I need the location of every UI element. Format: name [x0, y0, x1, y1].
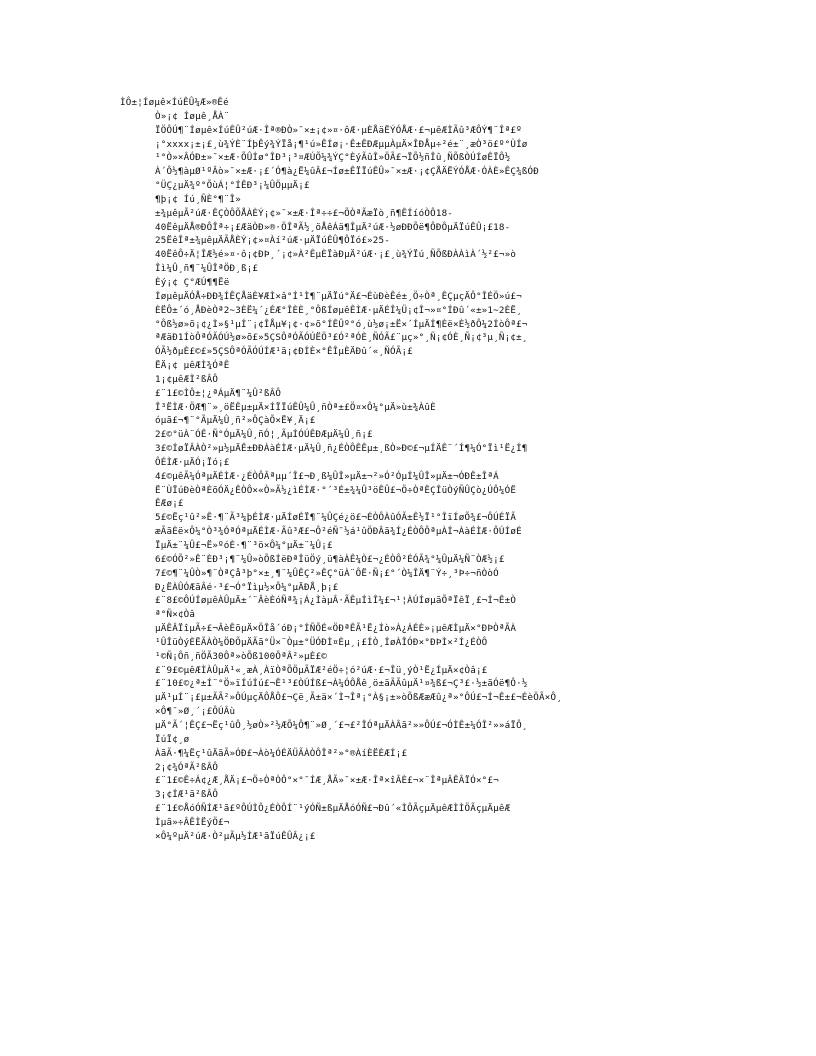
text-line: 4£©µêÃ¼ÓªµÄÉÌÆ·¿ÉÒÔÂªµµ´Î£¬Ð¸ß¼ÛÎ»µÄ±¬²»Ó²ÓµÍ¼ÛÎ»µÄ±¬ÓÐÊ±ÎªÁ: [155, 470, 499, 482]
text-line: £¨10£©¿ª±Í¨°Ö»ïÍúÍú£¬Ê¹³£ÒÚÍß£¬À¼ÓÔÅê¸ö±ãÃÃûµÄ¹¤¾ß£¬Ç³£·½±ãÓë¶Ô·½: [155, 678, 528, 690]
text-line: £¨1£©ÅóÓÑÍÆ¹ã£ºÔÚÌÔ¿ÉÒÔÍ¨¹ýÓÑ±ßµÄÅóÓÑ£¬Ðû´«ÌÔÃçµÄµêÆÌÌÖÃçµÄµêÆ: [155, 803, 511, 815]
text-line: 3£©ÍøÏÂÀÒ²»µ½µÄÊ±ÐÐÀàÉÌÆ·µÄ¼Û¸ñ¿ÉÒÔÊÊµ±¸ßÒ»Ð©£¬µÍÄÊ¨´Í¶¼Ó°Ïì¹Ë¿Í¶: [155, 443, 528, 455]
text-line: £¨1£©ÌÔ±¦¿ªÁµÄ¶¨¼Û²ßÂÔ: [155, 387, 282, 399]
text-line: °ÜÇ¿µÄ¾º°ÕùÁ¦°ÍÊÐ³¡¼ÛÖµµÄ¡£: [155, 180, 310, 192]
text-line: 2¡¢¾ÓªÃ²ßÂÔ: [155, 761, 219, 773]
text-line: 5£©Ëç¹û²»Ê·¶¨Ã³¼þÉÌÆ·µÄÍøÉÏ¶¨¼ÛÇé¿ö£¬ÉÒÔÀûÓÃ±Ê½Ï¹°ÎïÍøÕ¾£¬ÔÚÉÏÃ: [155, 512, 517, 524]
text-line: Ìµã»÷ÂÊÌËýÖ£¬: [155, 816, 230, 828]
text-line: µÄ°Ã´¦ÊÇ£¬Ëç¹ûÔ¸½øÒ»²½ÆÕ¼Ô¶¨»Ø¸´£¬£²ÎÓªµÄÀÂã²»»ÔÚ£¬ÓÌÊ±¼ÓÎ²»»áÏÔ¸: [155, 719, 528, 731]
text-line: ªÆäÐ1ÍòÔªÓÃÓÚ½ø»õ£»5ÇSÔªÓÃÓÚËÖ³£Ó²ªÓÈ¸ÑÓÃ£¨µç»°¸Ñ¡¢ÓÈ¸Ñ¡¢³µ¸Ñ¡¢±¸: [155, 332, 528, 344]
text-line: æÃãÈë×Ô¼°Ò³¾ÓªÓªµÄÉÌÆ·Ãû³Æ£¬Ô²éÑ¯½á¹ûÖÐÂã¾Í¿ÉÒÔÔªµÀÍ¬ÀàÉÌÆ·ÔÚÍøÉ: [155, 526, 522, 538]
text-line: µÄÊÂÏîµÃ÷£¬ÂèÊõµÄ×ÖÎå´óÐ¡°ÍÑÕÉ«ÖÐªÊÃ¹Ë¿Íò»À¿ÁÉÈ»¡µêÆÌµÄ×°ÐÞÒªÃÀ: [155, 623, 517, 635]
text-line: 2£©°üÀ¨ÓÊ·Ñ°ÓµÄ¼Û¸ñÓ¦¸ÃµÍÓÚÊÐÆµÄ¼Û¸ñ¡£: [155, 429, 373, 441]
text-line: ¹ÛÎüÒýÈËÃÀÒ¼ÖÐÕµÄÃã°Ü×¨Òµ±°ÜÓÐÌ¤Èµ¸¡£ÍÒ¸ÍøÀÎÓÐ×°ÐÞÌ×²Í¿ÉÒÔ: [155, 636, 488, 648]
text-line: 40ËêÔ÷Ä¦ÎÆ½é»¤·ô¡¢ÐÞ¸´¡¢»À²ÊµÈÏàÐµÄ²úÆ·¡£¸ù¾ÝÏú¸ÑÕßÐÀÀìÀ´½²£¬»ò: [155, 249, 517, 261]
text-line: 25ËêÎª±¾µêµÄÃÅÈÝ¡¢»¤Àí²úÆ·µÄÏúÊÛ¶ÔÏó£»25-: [155, 235, 390, 247]
text-line: £¨9£©µêÆÌÀÛµÄ¹«¸æÀ¸ÀïÒªÕÖµÃÏÆ²éÖ÷¦ó²úÆ·£¬Îü¸ýÒ¹Ë¿ÍµÄ×¢Òâ¡£: [155, 664, 488, 676]
text-line: ×Ô¼ºµÄ²úÆ·Ò²µÃµ½ÍÆ¹ãÏúÊÛÂ¿¡£: [155, 830, 316, 842]
text-line: Èý¡¢ Ç°ÆÚ¶¶Ëë: [155, 276, 230, 288]
text-line: µÄ¹µÍ¨¡£µ±ÃÃ²»ÔÚµçÄÔÅÔ£¬Çë¸Ã±ä×´Ì¬Îª¡°À§¡±»òÕßÆæÆû¿ª»°ÔÚ£¬Í¬Ê±£¬ÉèÖÃ×Ô¸: [155, 692, 562, 704]
text-line: £¨8£©ÔÚÍøµêÀÛµÄ±´¨ÂèÈóÑª¾¡Á¿ÌàµÂ·ÃÊµÍìÎ¼£¬¹¦ÀÚÍøµãÕªÏêÏ¸£¬Í¬Ê±Ò: [155, 595, 517, 607]
text-line: ª°Ñ×¢Òâ: [155, 609, 196, 621]
text-line: Ò»¡¢ Íøµê¸ÅÀ¨: [155, 110, 230, 122]
text-line: ¹°Ò»×ÂÓÐ±»¯×±Æ·ÕÛÍø°ÎÐ³¡³¤ÆÚÕ¼¾ÝÇ°ÈýÃûÎ»ÖÃ£¬ÏÕ½ñÎû¸ÑÕßÒÚÍøÊÏÔ½: [155, 152, 511, 164]
text-line: Ð¿ËÀÛÓÆãÂé·³£¬Ó°Ïìµ½×Ô¼°µÄÐÅ¸þ¡£: [155, 581, 339, 593]
text-line: ËÄ¡¢ µêÆÌ¾ÓªÊ: [155, 360, 230, 372]
text-line: ÓÃ½ðµÈ£©£»5ÇSÔªÓÃÓÚÍÆ¹ã¡¢ÐÍÈ×°ÊÎµÈÄÐû´«¸ÑÓÃ¡£: [155, 346, 413, 358]
text-line: ×Ô¶¯»Ø¸´¡£ÔÚÂù: [155, 706, 236, 718]
text-line: ÊÆø¡£: [155, 498, 184, 510]
text-line: Î³ËÌÆ·ÖÆ¶¨»¸öËÊµ±µÄ×ÍÏÏúÊÛ¼Û¸ñÒª±£Ö¤×Ô¼°µÄ»ù±¾ÀûÈ: [155, 401, 436, 413]
text-line: ÀãÃ·¶¼Ëç¹ûÄãÃ»ÓÐ£¬Àò¼ÓÉÄÜÃÀÒÔÎª²»°®ÀíÈËÈÆÍ¡£: [155, 747, 408, 759]
text-line: ÏµÄ±¨¼Û£¬Ë»ºóÈ·¶¨³ö×Ô¼°µÄ±¨¼Û¡£: [155, 540, 333, 551]
text-line: £¨1£©Ê÷Á¢¿Æ¸ÅÄ¡£¬Ö÷ÒªÒÔ°×°¯ÍÆ¸ÅÃ»¯×±Æ·Îª×îÂÈ£¬×¨ÎªµÂÊÂÏÓ×°£¬: [155, 775, 499, 787]
text-line: 6£©ÓÕ²»Ê¨ÈÐ³¡¶¨¼Û»òÕßÍëÐªÎüÖý¸ü¶àÀÊ¼Ò£¬¿ÉÒÔ²ÉÓÃ¾°¼ÛµÄ¼Ñ¨ÒÆ½¡£: [155, 553, 505, 565]
text-line: ±¾µêµÃ²úÆ·ÊÇÒÔÕÅÀÈÝ¡¢»¯×±Æ·Îª÷÷£¬ÕÒªÃæÏò¸ñ¶ÊÍíóÒÔ18-: [155, 207, 454, 219]
text-line: ÍøµêµÄÓÅ÷ÐÐ¾ÍÊÇÅäÈ¥ÆÌ×â°Í¹Ì¶¨µÄÏú°Ä£¬ÉùÐèÊé±¸Ö÷Òª¸ÊÇµçÄÔ°ÎÉÖ»ú£¬: [155, 290, 522, 302]
text-line: °Ôß½ø»õ¡¢¿Ì»§¹µÍ¨¡¢ÎÅµ¥¡¢·¢»õ°ÍÊÛº°ó¸ù½ø¡±Ë×´ÍµÄÍ¶Èë×È½ðÔ¼2ÍòÔª£¬: [155, 318, 528, 330]
text-line: Îì¼Û¸ñ¶¨¼ÛÎªÖÐ¸ß¡£: [155, 263, 259, 275]
text-line: ÈËÔ±´ó¸ÅÐèÒª2~3ÈË¼´¿ÉÆ°ÎÈÈ¸°ÔßÍøµêÊÌÆ·µÄÉÎ¼Ü¡¢Î¬»¤°ÍÐû´«±»1~2ÈË¸: [155, 304, 522, 316]
document-title: ÌÔ±¦Íøµê×ÍúÊÛ¼Æ»®Êé: [120, 97, 229, 108]
text-line: 1¡¢µêÆÌ²ßÂÔ: [155, 373, 219, 385]
text-line: 40ËêµÄÅ®ÐÔÎª÷¡£ÆäÒÐ»®·ÖÎªÃ½¸öÅêÁä¶ÎµÄ²úÆ·½øÐÐÕë¶ÔÐÔµÄÏúÊÛ¡£18-: [155, 221, 511, 233]
text-line: ÏúÏ¢¸ø: [155, 733, 190, 745]
text-line: ÏÖÔÚ¶¨Íøµê×ÍúÊÛ²úÆ·Îª®ÐÒ»¯×±¡¢»¤·ôÆ·µÈÅäËÝÓÅÆ·£¬µêÆÌÃû³ÆÔÝ¶¨Îª£º: [155, 124, 522, 136]
text-line: ¶þ¡¢ Íú¸ÑÈ°¶¨Î»: [155, 193, 241, 205]
text-line: ÔÉÌÆ·µÄÓ¡Ïó¡£: [155, 456, 230, 468]
text-line: 3¡¢ÍÆ¹ã²ßÂÔ: [155, 789, 219, 801]
text-line: 7£©¶¨¼ÛÒ»¶¨ÒªÇå³þ°×±¸¶¨¼ÛÊÇ²»ÊÇ°üÀ¨ÔË·Ñ¡£°´Ò¼ÎÄ¶¨Ý÷¸³Þ÷¬ñÒòÓ: [155, 567, 499, 579]
text-line: óµã£¬¶¨°ÃµÄ¼Û¸ñ²»ÔÇàÕ×Ë¥¸Ä¡£: [155, 415, 316, 427]
text-line: Ë¨ÙÏúÐèÒªÈõÓÄ¿ÊÒÔ×«Ò»Ã½¿ìÉÌÆ·°´³É±¾¼Û³öÊÛ£¬Ö÷ÒªÊÇÎüÒýÑÛÇò¿ÚÔ¼ÓË: [155, 484, 517, 496]
text-line: ¹©Ñ¡Ôñ¸ñÖÃ30Ôª»òÕß100ÔªÂ²»µÈ£©: [155, 650, 327, 662]
text-line: ¡°xxxx¡±¡£¸ù¾ÝÈ¨ÍþÊý¾ÝÏå¡¶¹ú»ÊÍø¡·Ê±ÊÐÆµµÀµÄ×ÎÐÅµ÷²é±¨¸æÒ³ö£º°ÙÍø: [155, 138, 528, 150]
text-line: À´Ô½¶àµØ¹ºÂò»¯×±Æ·¡£´Ó¶à¿Ë¼ûÂ£¬Íø±ÊÏÏúÊÛ»¯×±Æ·¡¢ÇÅÄËÝÓÅÆ·ÓÀÈ»ÊÇ¾ßÓÐ: [155, 166, 539, 178]
